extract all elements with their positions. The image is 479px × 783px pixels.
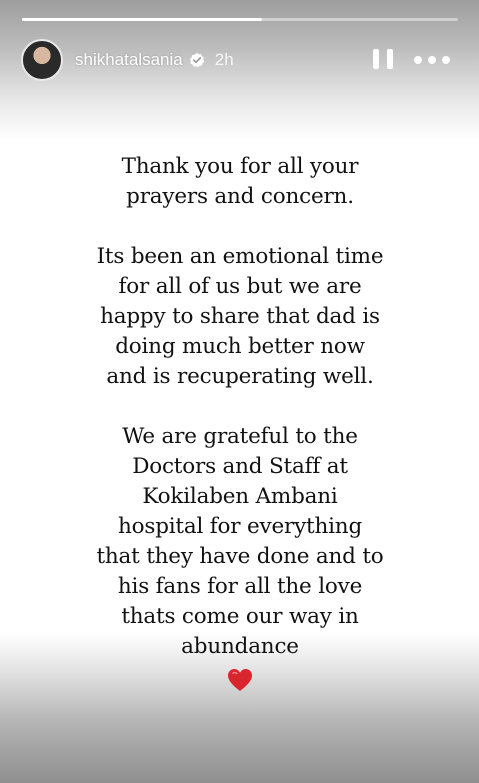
- message-paragraph: [40, 422, 440, 662]
- more-dot-2: [428, 56, 436, 64]
- story-header: [21, 39, 461, 81]
- message-line: doing much better now: [115, 334, 365, 359]
- story-message: [40, 152, 440, 662]
- more-dot-1: [414, 56, 422, 64]
- more-options-button[interactable]: [414, 49, 450, 71]
- message-line: We are grateful to the: [122, 424, 358, 449]
- message-line: that they have done and to: [96, 544, 384, 569]
- message-line: his fans for all the love: [117, 574, 363, 599]
- more-dot-3: [442, 56, 450, 64]
- post-time: 2h: [214, 50, 234, 69]
- message-line: abundance: [181, 634, 299, 659]
- message-line: happy to share that dad is: [100, 304, 380, 329]
- message-paragraph: [40, 242, 440, 392]
- verified-badge-icon: [189, 52, 205, 68]
- story-progress-bar: [22, 18, 458, 21]
- message-line: Its been an emotional time: [96, 244, 384, 269]
- pause-button[interactable]: [373, 49, 393, 71]
- avatar[interactable]: [21, 39, 63, 81]
- message-line: thats come our way in: [121, 604, 359, 629]
- username[interactable]: shikhatalsania: [75, 50, 183, 69]
- message-line: Thank you for all your: [121, 154, 359, 179]
- message-paragraph: [40, 152, 440, 212]
- message-line: Doctors and Staff at: [132, 454, 348, 479]
- message-line: prayers and concern.: [126, 184, 354, 209]
- message-line: and is recuperating well.: [106, 364, 374, 389]
- story-progress-fill: [22, 18, 262, 21]
- message-line: for all of us but we are: [118, 274, 362, 299]
- red-heart-icon: [227, 668, 253, 692]
- message-line: hospital for everything: [117, 514, 363, 539]
- message-line: Kokilaben Ambani: [142, 484, 338, 509]
- pause-icon-bar-left: [373, 49, 379, 69]
- pause-icon-bar-right: [387, 49, 393, 69]
